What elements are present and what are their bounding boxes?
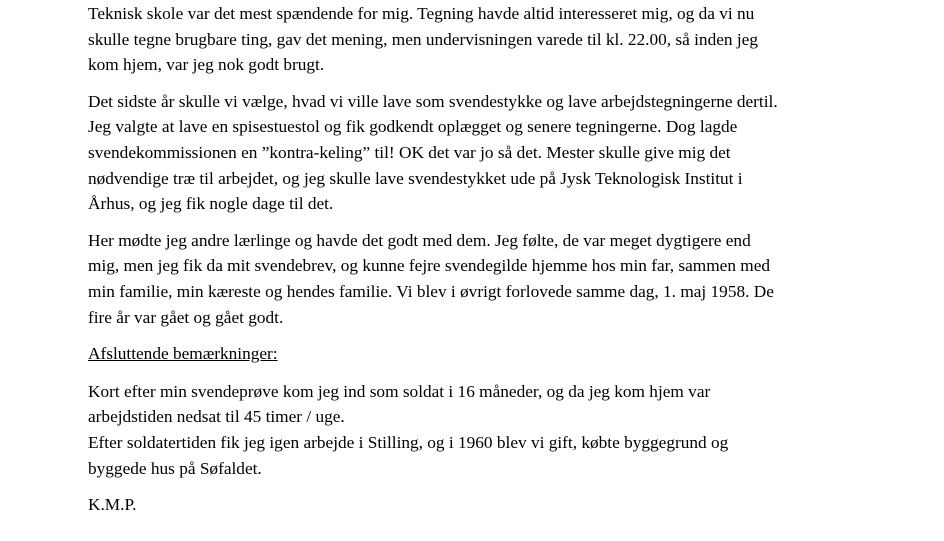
document-page (88, 1, 938, 518)
text-line: Det sidste år skulle vi vælge, hvad vi ville lave som svendestykke og lave arbejdstegningerne dertil. (88, 91, 778, 111)
text-line: arbejdstiden nedsat til 45 timer / uge. (88, 407, 345, 427)
text-line: svendekommissionen en ”kontra-keling” til! OK det var jo så det. Mester skulle give mig det (88, 142, 731, 162)
text-line: byggede hus på Søfaldet. (88, 458, 262, 478)
text-line: min familie, min kæreste og hendes familie. Vi blev i øvrigt forlovede samme dag, 1. maj 1958. De (88, 281, 774, 301)
text-line: Århus, og jeg fik nogle dage til det. (88, 194, 334, 214)
paragraph-svendestykke (88, 89, 938, 217)
signature: K.M.P. (88, 495, 137, 515)
text-line: nødvendige træ til arbejdet, og jeg skulle lave svendestykket ude på Jysk Teknologisk Institut i (88, 168, 743, 188)
text-line: kom hjem, var jeg nok godt brugt. (88, 55, 325, 75)
text-line: Kort efter min svendeprøve kom jeg ind som soldat i 16 måneder, og da jeg kom hjem var (88, 381, 711, 401)
text-line: skulle tegne brugbare ting, gav det mening, men undervisningen varede til kl. 22.00, så inden jeg (88, 29, 758, 49)
text-line: Jeg valgte at lave en spisestuestol og fik godkendt oplægget og senere tegningerne. Dog lagde (88, 117, 738, 137)
paragraph-afsluttende (88, 379, 938, 481)
text-line: mig, men jeg fik da mit svendebrev, og kunne fejre svendegilde hjemme hos min far, sammen med (88, 256, 771, 276)
text-line: Teknisk skole var det mest spændende for mig. Tegning havde altid interesseret mig, og da vi nu (88, 4, 755, 23)
text-line: Her mødte jeg andre lærlinge og havde det godt med dem. Jeg følte, de var meget dygtigere end (88, 230, 751, 250)
section-heading: Afsluttende bemærkninger: (88, 344, 278, 364)
paragraph-laerlinge (88, 228, 938, 330)
paragraph-teknisk-skole (88, 1, 938, 78)
text-line: Efter soldatertiden fik jeg igen arbejde i Stilling, og i 1960 blev vi gift, købte byggegrund og (88, 432, 729, 452)
text-line: fire år var gået og gået godt. (88, 307, 284, 327)
